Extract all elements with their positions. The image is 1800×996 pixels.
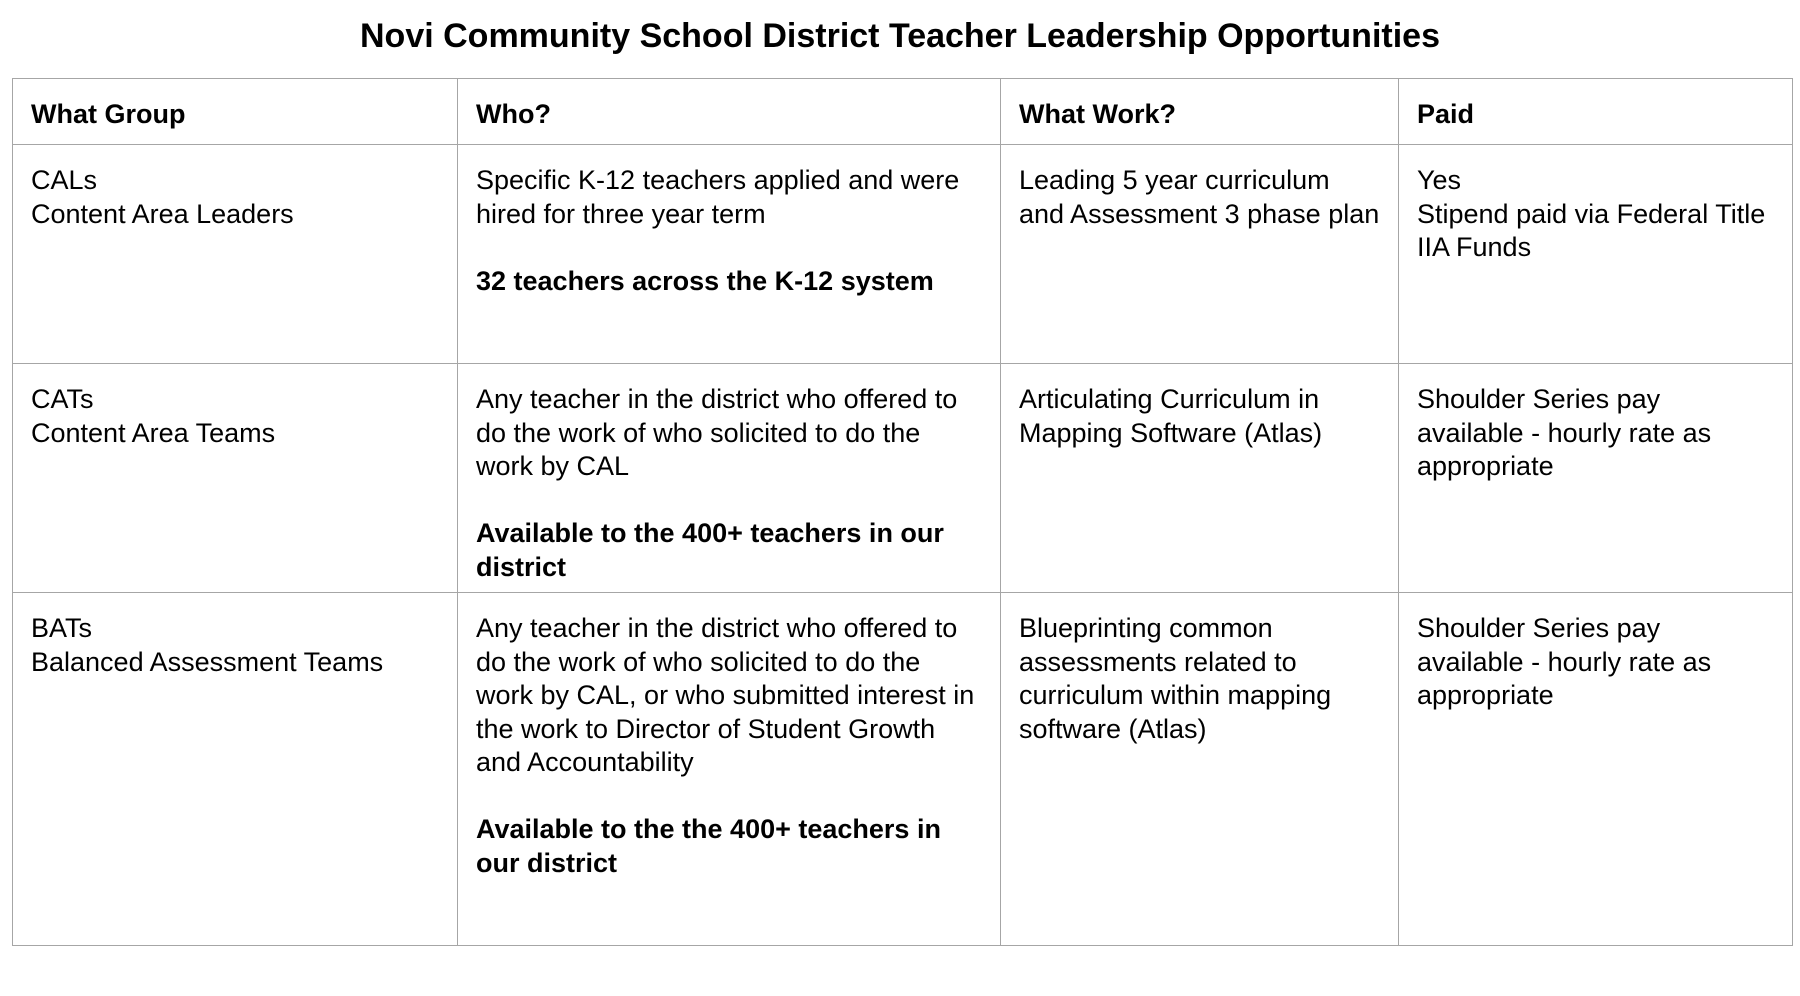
paid-cell [1399, 364, 1793, 593]
table-row [13, 364, 1793, 593]
who-cell [458, 593, 1001, 946]
group-acronym: CATs [31, 384, 94, 414]
who-availability: Available to the the 400+ teachers in our district [476, 814, 941, 878]
group-full-name: Content Area Leaders [31, 198, 294, 229]
work-cell: Articulating Curriculum in Mapping Software (Atlas) [1001, 364, 1399, 593]
group-full-name: Content Area Teams [31, 417, 276, 448]
paid-detail: Shoulder Series pay available - hourly rate as appropriate [1417, 384, 1712, 481]
who-availability: 32 teachers across the K-12 system [476, 265, 934, 296]
group-acronym: CALs [31, 165, 98, 195]
paid-answer: Yes [1417, 165, 1462, 195]
header-paid: Paid [1399, 79, 1793, 145]
who-description: Any teacher in the district who offered to do the work of who solicited to do the work by CAL, or who submitted interest in the work to Director of Student Growth and Accountability [476, 613, 975, 777]
who-cell [458, 364, 1001, 593]
paid-detail: Shoulder Series pay available - hourly rate as appropriate [1417, 613, 1712, 710]
table-header-row [13, 79, 1793, 145]
document-title: Novi Community School District Teacher Leadership Opportunities [360, 17, 1440, 55]
paid-cell [1399, 593, 1793, 946]
group-full-name: Balanced Assessment Teams [31, 646, 384, 677]
leadership-table [12, 78, 1793, 946]
who-cell [458, 145, 1001, 364]
work-cell: Blueprinting common assessments related to curriculum within mapping software (Atlas) [1001, 593, 1399, 946]
group-cell [13, 145, 458, 364]
who-availability: Available to the 400+ teachers in our district [476, 518, 944, 582]
paid-cell [1399, 145, 1793, 364]
group-cell [13, 364, 458, 593]
header-who: Who? [458, 79, 1001, 145]
header-what-work: What Work? [1001, 79, 1399, 145]
table-row [13, 145, 1793, 364]
work-cell: Leading 5 year curriculum and Assessment 3 phase plan [1001, 145, 1399, 364]
who-description: Specific K-12 teachers applied and were hired for three year term [476, 165, 960, 229]
table-row [13, 593, 1793, 946]
header-what-group: What Group [13, 79, 458, 145]
who-description: Any teacher in the district who offered to do the work of who solicited to do the work by CAL [476, 384, 958, 481]
group-cell [13, 593, 458, 946]
paid-detail: Stipend paid via Federal Title IIA Funds [1417, 198, 1766, 262]
group-acronym: BATs [31, 613, 93, 643]
